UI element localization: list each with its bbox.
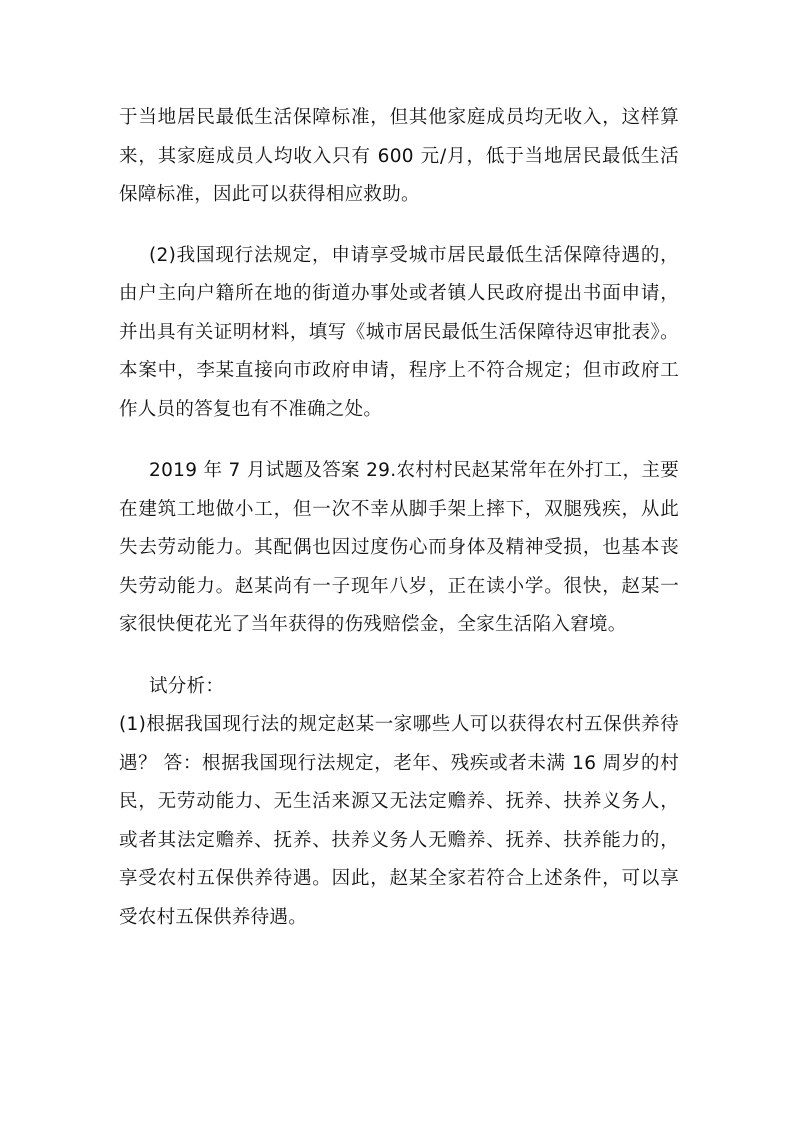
paragraph-question-answer: (1)根据我国现行法的规定赵某一家哪些人可以获得农村五保供养待遇？ 答：根据我国现行法规定，老年、残疾或者未满 16 周岁的村民，无劳动能力、无生活来源又无法定赡养、抚养、扶养义务人，或者其法定赡养、抚养、扶养义务人无赡养、抚养、扶养能力的，享受农村五保供养待遇。因此，赵某全家若符合上述条件，可以享受农村五保供养待遇。 — [119, 714, 679, 928]
document-body — [119, 99, 679, 937]
paragraph-exam-case: 2019 年 7 月试题及答案 29.农村村民赵某常年在外打工，主要在建筑工地做小工，但一次不幸从脚手架上摔下，双腿残疾，从此失去劳动能力。其配偶也因过度伤心而身体及精神受损，也基本丧失劳动能力。赵某尚有一子现年八岁，正在读小学。很快，赵某一家很快便花光了当年获得的伤残赔偿金，全家生活陷入窘境。 — [119, 460, 679, 635]
paragraph-income-standard: 于当地居民最低生活保障标准，但其他家庭成员均无收入，这样算来，其家庭成员人均收入只有 600 元/月，低于当地居民最低生活保障标准，因此可以获得相应救助。 — [119, 107, 679, 205]
paragraph-analysis-heading: 试分析： — [149, 675, 225, 697]
paragraph-application-procedure: (2)我国现行法规定，申请享受城市居民最低生活保障待遇的，由户主向户籍所在地的街道办事处或者镇人民政府提出书面申请，并出具有关证明材料，填写《城市居民最低生活保障待迟审批表》。本案中，李某直接向市政府申请，程序上不符合规定；但市政府工作人员的答复也有不准确之处。 — [119, 244, 679, 420]
